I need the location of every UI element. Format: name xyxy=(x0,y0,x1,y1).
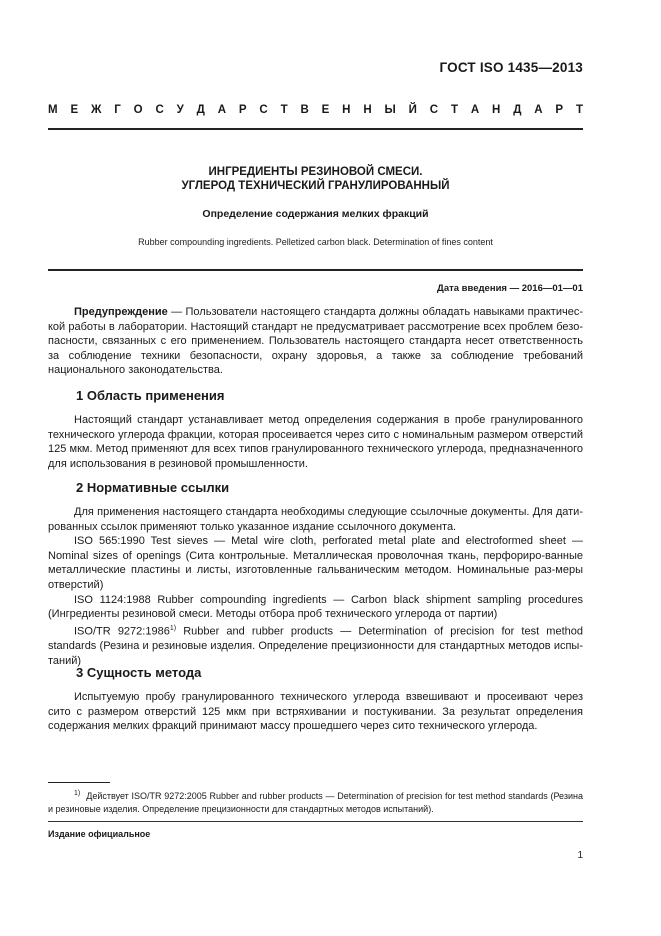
reference-iso-565: ISO 565:1990 Test sieves — Metal wire cloth, perforated metal plate and electroformed sheet — Nominal sizes of openings (Сита контрольные. Металлическая проволочная ткань, перфориро-ванные металлические пластины и листы, изготовленные гальваническим методом. Номинальные раз-меры отверстий) xyxy=(48,535,583,591)
reference-iso-1124: ISO 1124:1988 Rubber compounding ingredients — Carbon black shipment sampling procedures (Ингредиенты резиновой смеси. Методы отбора проб технического углерода от партии) xyxy=(48,593,583,621)
document-code: ГОСТ ISO 1435—2013 xyxy=(439,60,583,75)
title-line-1: ИНГРЕДИЕНТЫ РЕЗИНОВОЙ СМЕСИ. xyxy=(208,166,423,178)
section-1-text: Настоящий стандарт устанавливает метод определения содержания в пробе гранулированного технического углерода фракции, которая просеивается через сито с номинальным размером отверстий 125 мкм. Метод применяют для всех типов гранулированного технического углерода, предназначенного для использования в резиновой промышленности. xyxy=(48,414,583,470)
english-title: Rubber compounding ingredients. Pelletized carbon black. Determination of fines content xyxy=(138,237,493,247)
section-3-text: Испытуемую пробу гранулированного технического углерода взвешивают и просеивают через сито с размером отверстий 125 мкм при встряхивании и постукивании. За результат определения содержания мелких фракций принимают массу прошедшего через сито технического углерода. xyxy=(48,691,583,733)
interstate-standard-heading: М Е Ж Г О С У Д А Р С Т В Е Н Н Ы Й С Т А Н Д А Р Т xyxy=(48,104,583,116)
reference-iso-tr-9272-code: ISO/TR 9272:1986 xyxy=(74,625,170,638)
footnote-number: 1) xyxy=(74,790,81,797)
introduction-date: Дата введения — 2016—01—01 xyxy=(437,283,583,294)
footnote-divider xyxy=(48,782,110,783)
middle-divider xyxy=(48,269,583,271)
warning-text: — Пользователи настоящего стандарта должны обладать навыками практичес-кой работы в лаборатории. Настоящий стандарт не предусматривает рассмотрение всех проблем безо-пасности, связанных с его применением. Пользователь настоящего стандарта несет ответственность за соблюдение техники безопасности, охрану здоровья, а также за соблюдение требований национального законодательства. xyxy=(48,306,583,377)
section-2 xyxy=(48,480,583,668)
footnote xyxy=(48,787,583,816)
warning-block xyxy=(48,305,583,378)
edition-label: Издание официальное xyxy=(48,829,151,839)
title-block xyxy=(48,165,583,247)
section-1-heading: 1 Область применения xyxy=(76,388,225,403)
reference-iso-tr-9272-text: Rubber and rubber products — Determination of precision for test method standards (Резина и резиновые изделия. Определение прецизионности для стандартных методов испы-таний) xyxy=(48,625,583,667)
footnote-marker[interactable]: 1) xyxy=(169,624,177,632)
section-1 xyxy=(48,388,583,471)
warning-paragraph xyxy=(48,305,583,378)
section-2-heading: 2 Нормативные ссылки xyxy=(76,480,230,495)
page-number: 1 xyxy=(577,850,583,861)
subtitle: Определение содержания мелких фракций xyxy=(202,208,429,220)
reference-iso-tr-9272 xyxy=(48,622,583,668)
section-3-heading: 3 Сущность метода xyxy=(76,665,202,680)
warning-label: Предупреждение xyxy=(74,306,168,318)
top-divider xyxy=(48,128,583,130)
title-line-2: УГЛЕРОД ТЕХНИЧЕСКИЙ ГРАНУЛИРОВАННЫЙ xyxy=(181,180,450,192)
section-2-intro: Для применения настоящего стандарта необходимы следующие ссылочные документы. Для дати-рованных ссылок применяют только указанное издание ссылочного документа. xyxy=(48,506,583,533)
bottom-divider xyxy=(48,821,583,822)
footnote-text: Действует ISO/TR 9272:2005 Rubber and rubber products — Determination of precision for test method standards (Резина и резиновые изделия. Определение прецизионности для стандартных методов испытаний). xyxy=(48,791,583,814)
section-3 xyxy=(48,665,583,734)
